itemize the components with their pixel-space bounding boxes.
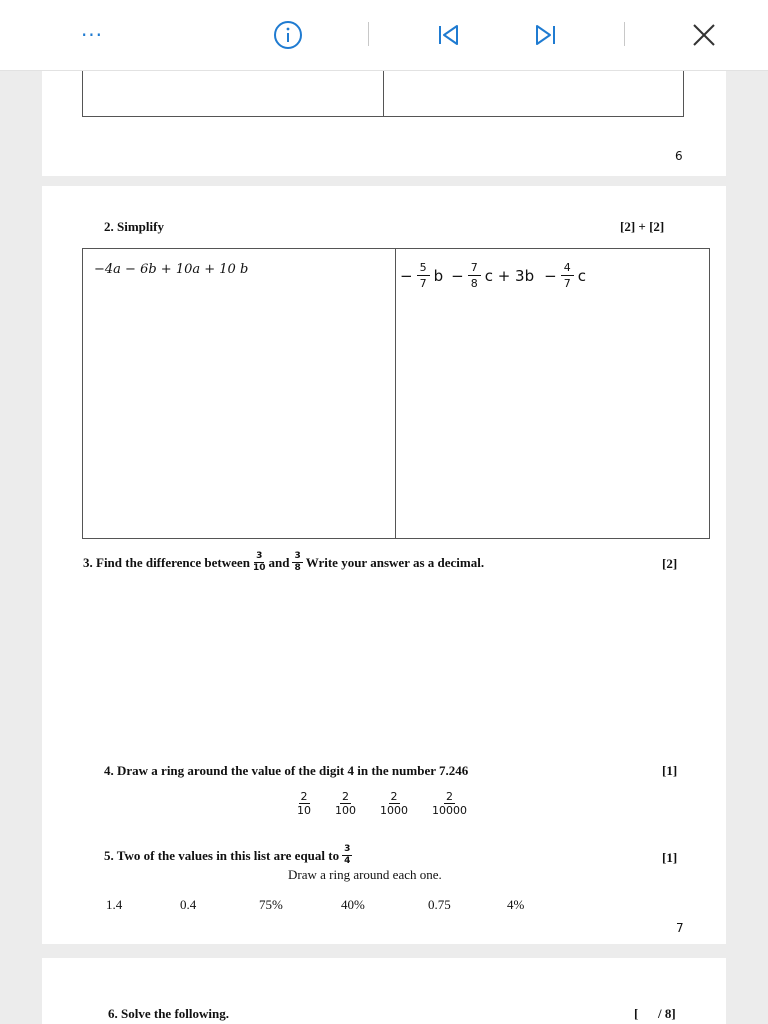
denominator: 8 [294,563,301,573]
info-button[interactable] [270,20,306,50]
fraction-3-4 [342,845,352,866]
fraction-7-8 [468,262,481,289]
q4-option[interactable] [297,791,311,816]
denominator: 4 [344,856,351,866]
page-7 [42,186,726,944]
q3-prefix: 3. Find the difference between [83,554,250,570]
q5-value[interactable]: 0.4 [180,897,197,912]
fraction-3-10 [253,552,266,573]
denominator: 100 [335,804,356,817]
close-button[interactable] [686,20,722,50]
q5-value[interactable]: 1.4 [106,897,123,912]
q3-marks: [2] [662,556,678,571]
term-variable: b [433,266,444,285]
q2-answer-box-divider [395,248,396,538]
q5-text: 5. Two of the values in this list are equal to [104,847,340,863]
q2-label: 2. Simplify [104,219,164,234]
info-icon [273,20,303,50]
numerator: 5 [417,262,430,276]
toolbar-separator [368,22,369,46]
fraction-3-8 [292,552,302,573]
q4-option[interactable] [432,791,467,816]
denominator: 10 [297,804,311,817]
numerator: 2 [342,790,349,803]
denominator: 7 [419,277,427,290]
q4-options [294,791,470,816]
numerator: 2 [300,790,308,803]
page-number: 6 [675,149,683,163]
denominator: 1000 [380,804,408,817]
answer-box-divider [383,70,384,117]
numerator: 3 [344,844,351,854]
term-sign: − [544,266,557,285]
q2-left-expression: −4a − 6b + 10a + 10 b [94,262,249,277]
more-button[interactable] [70,20,114,50]
previous-page-button[interactable] [430,20,466,50]
numerator: 2 [446,790,453,803]
denominator: 8 [470,277,478,290]
numerator: 4 [561,262,574,276]
q5-question [104,845,355,866]
q2-answer-box[interactable] [82,248,710,539]
q5-value[interactable]: 40% [341,897,365,912]
close-icon [690,21,718,49]
denominator: 7 [563,277,571,290]
numerator: 3 [256,551,263,561]
denominator: 10000 [432,804,467,817]
more-icon: ··· [80,23,104,47]
term-variable: c + 3b [484,266,535,285]
q5-marks: [1] [662,850,678,865]
numerator: 3 [294,551,301,561]
term-sign: − [451,266,464,285]
q4-question: 4. Draw a ring around the value of the digit 4 in the number 7.246 [104,763,469,778]
q5-values [106,897,566,913]
q3-and: and [268,554,290,570]
q3-suffix: Write your answer as a decimal. [305,554,485,570]
term-sign: − [400,266,413,285]
q2-marks: [2] + [2] [620,219,665,234]
toolbar-separator [624,22,625,46]
q3-question [83,552,484,573]
q5-value[interactable]: 75% [259,897,283,912]
numerator: 7 [468,262,481,276]
q4-option[interactable] [335,791,356,816]
q5-value[interactable]: 0.75 [428,897,451,912]
numerator: 2 [390,790,398,803]
page-8 [42,958,726,1024]
q5-value[interactable]: 4% [507,897,525,912]
denominator: 10 [252,563,266,573]
fraction-5-7 [417,262,430,289]
page-number: 7 [676,921,684,935]
term-variable: c [577,266,586,285]
viewer-toolbar [0,0,768,71]
q4-option[interactable] [380,791,408,816]
q6-question: 6. Solve the following. [108,1006,229,1021]
q4-marks: [1] [662,763,678,778]
q2-right-expression [400,262,586,289]
skip-next-icon [532,21,560,49]
q6-marks-open: [ [634,1006,639,1021]
next-page-button[interactable] [528,20,564,50]
q5-instruction: Draw a ring around each one. [288,867,442,882]
q6-marks-close: / 8] [658,1006,676,1021]
skip-previous-icon [434,21,462,49]
fraction-4-7 [561,262,574,289]
